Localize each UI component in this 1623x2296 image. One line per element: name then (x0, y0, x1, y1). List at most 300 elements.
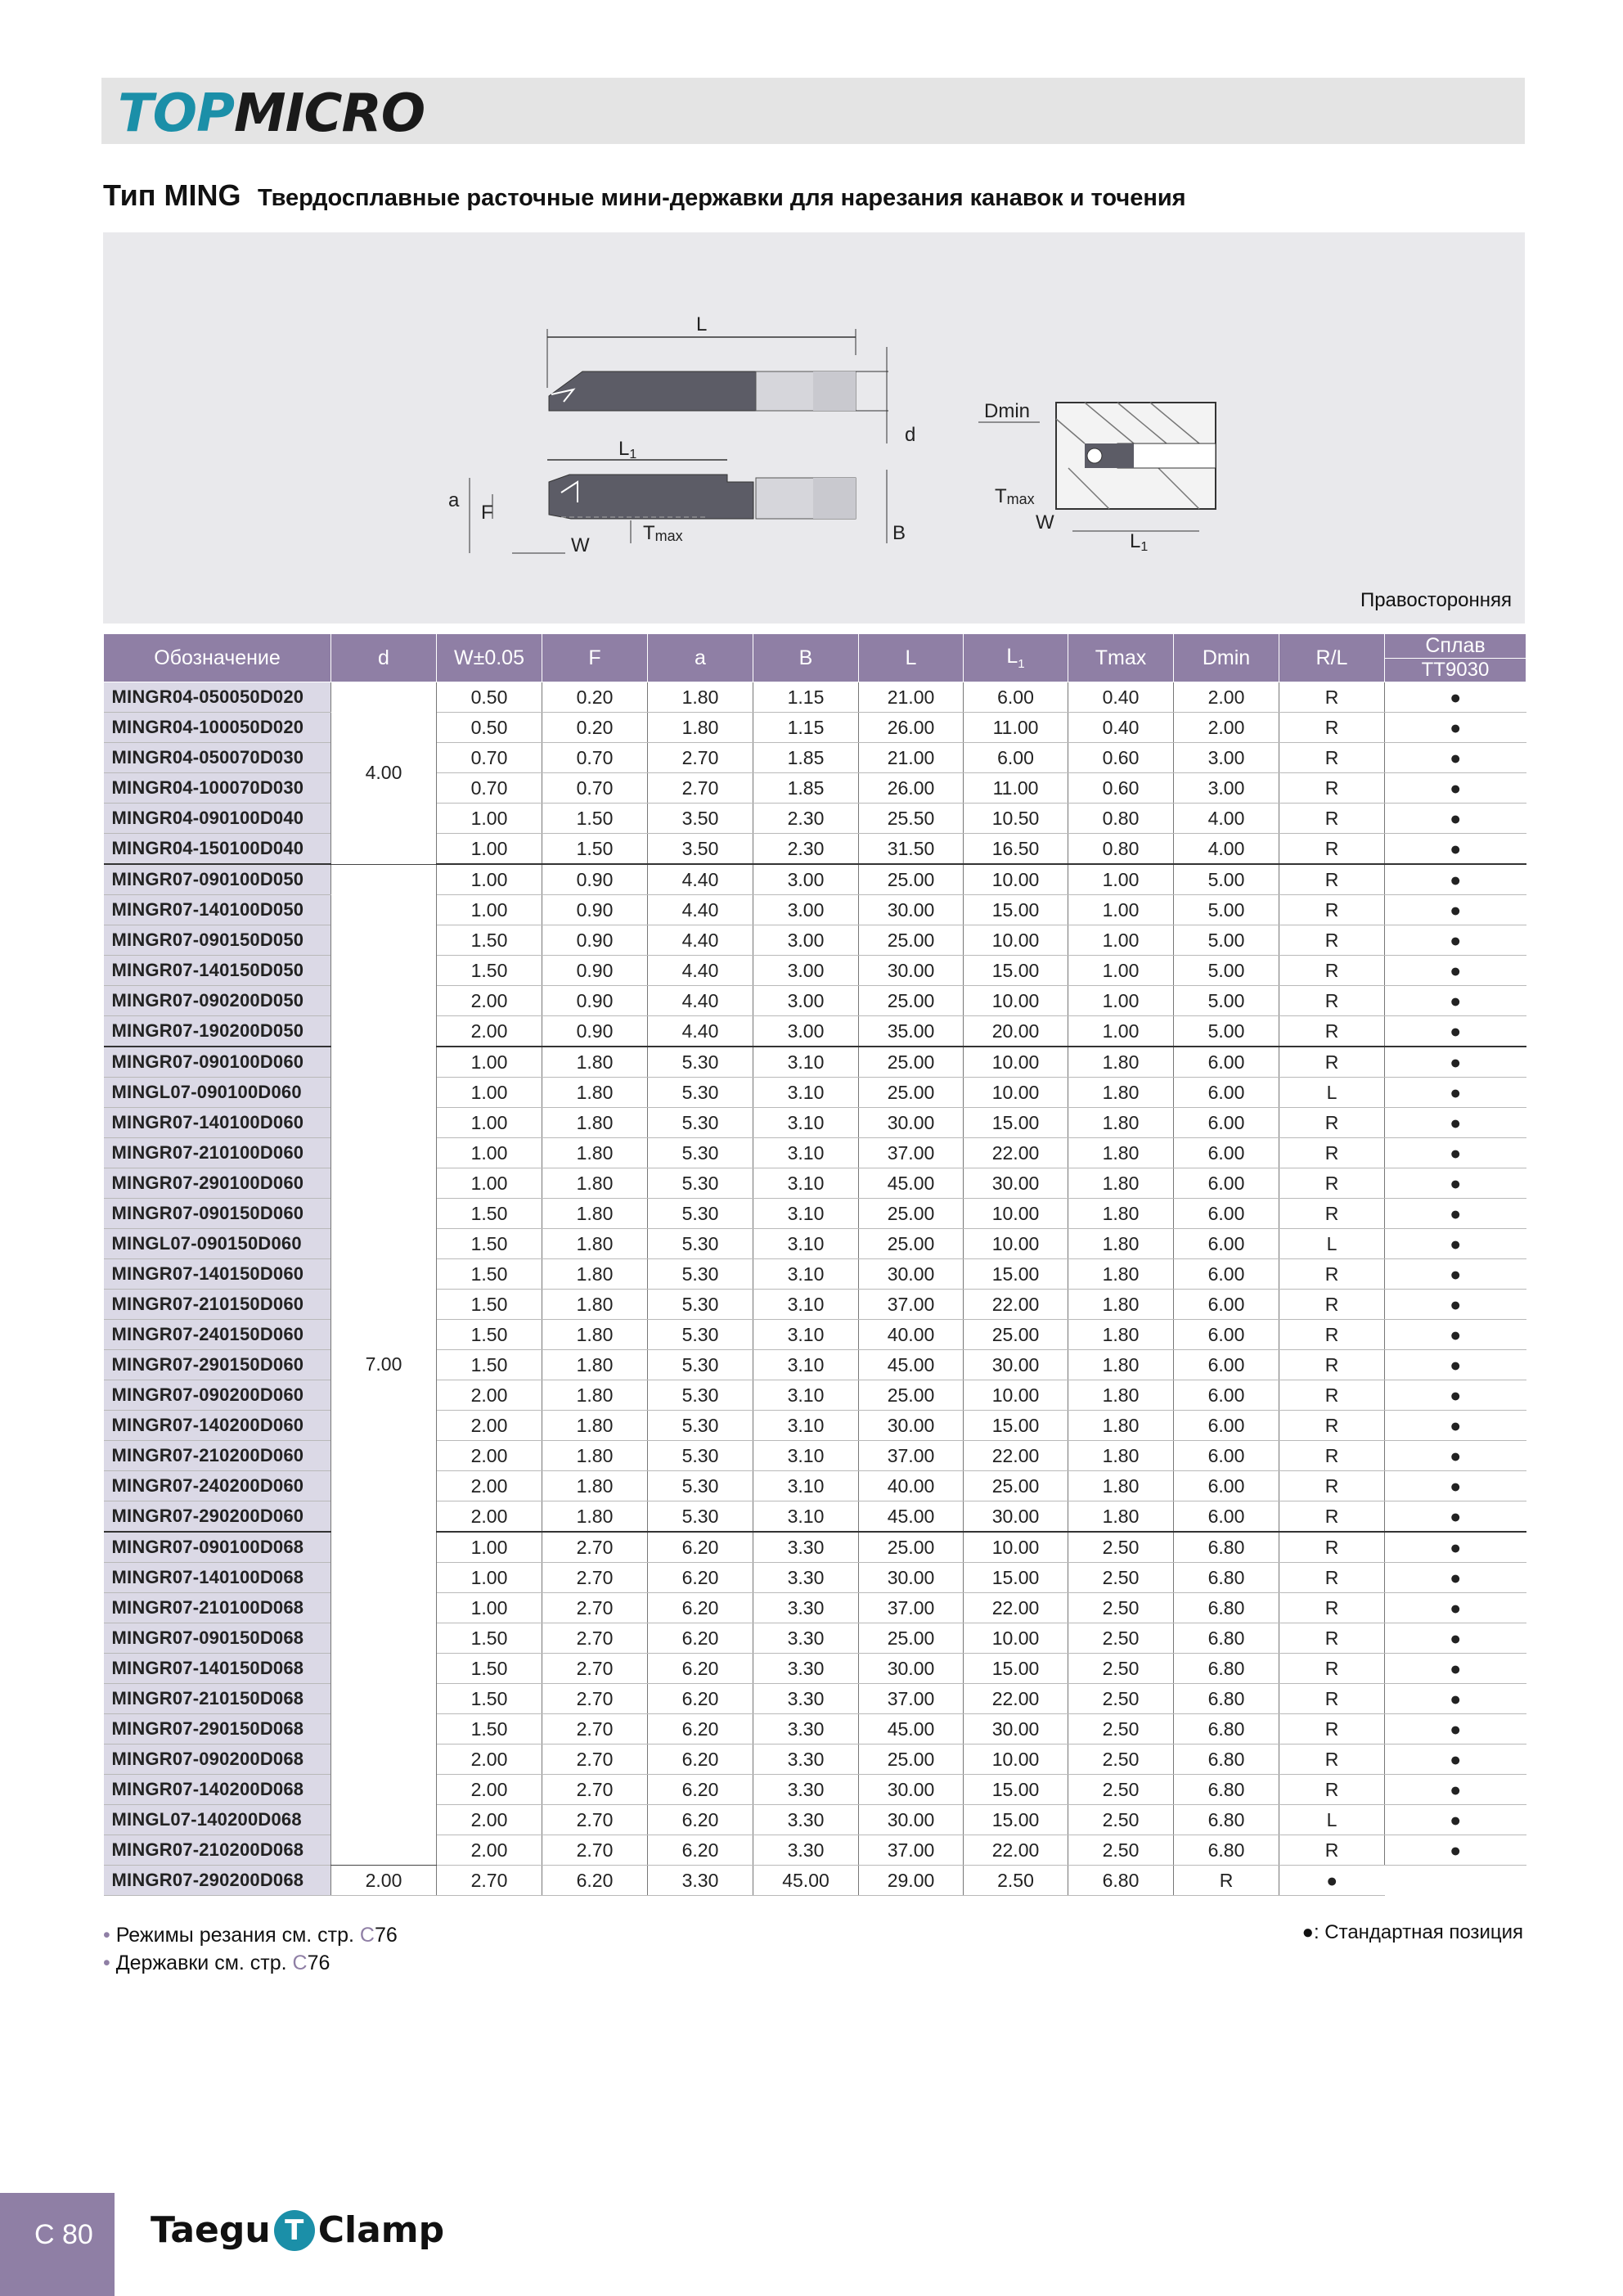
cell-value: R (1279, 834, 1385, 865)
cell-value: 6.00 (1174, 1471, 1279, 1501)
cell-value: ● (1385, 1714, 1526, 1745)
cell-value: 0.90 (542, 895, 648, 925)
cell-value: 21.00 (859, 682, 964, 713)
dim-Tmax-tool: Tmax (643, 522, 683, 544)
cell-value: 6.20 (648, 1684, 753, 1714)
cell-value: 6.80 (1174, 1745, 1279, 1775)
cell-value: 3.30 (753, 1835, 859, 1866)
cell-value: ● (1385, 713, 1526, 743)
cell-value: R (1279, 713, 1385, 743)
cell-value: 1.00 (1068, 956, 1174, 986)
cell-value: 5.30 (648, 1290, 753, 1320)
cell-value: 1.80 (542, 1290, 648, 1320)
cell-code: MINGL07-090150D060 (104, 1229, 331, 1259)
cell-value: 6.00 (1174, 1350, 1279, 1380)
cell-value: 4.00 (1174, 834, 1279, 865)
dim-Dmin: Dmin (984, 400, 1031, 422)
cell-value: 1.00 (1068, 895, 1174, 925)
table-row (104, 1593, 1526, 1623)
cell-value: 1.80 (1068, 1320, 1174, 1350)
footer-logo: Taegu T Clamp (151, 2209, 445, 2251)
col-b: B (753, 634, 859, 682)
cell-value: 25.50 (859, 804, 964, 834)
cell-value: 6.20 (648, 1563, 753, 1593)
cell-value: 6.80 (1174, 1684, 1279, 1714)
cell-value: 10.00 (964, 986, 1068, 1016)
cell-value: 1.50 (437, 1623, 542, 1654)
table-row (104, 1441, 1526, 1471)
cell-value: 10.00 (964, 925, 1068, 956)
cell-value: R (1279, 1138, 1385, 1168)
cell-value: 2.00 (1174, 713, 1279, 743)
cell-code: MINGR04-100050D020 (104, 713, 331, 743)
cell-value: 2.70 (648, 773, 753, 804)
cell-value: 3.50 (648, 834, 753, 865)
cell-value: 3.30 (753, 1775, 859, 1805)
table-row (104, 1654, 1526, 1684)
cell-value: 3.00 (753, 956, 859, 986)
cell-value: 25.00 (859, 1078, 964, 1108)
cell-value: 6.00 (1174, 1259, 1279, 1290)
cell-code: MINGR04-150100D040 (104, 834, 331, 865)
cell-value: 6.00 (1174, 1047, 1279, 1078)
cell-value: 20.00 (964, 1016, 1068, 1047)
cell-value: 2.00 (437, 1835, 542, 1866)
cell-value: 6.80 (1174, 1623, 1279, 1654)
cell-value: 6.20 (648, 1593, 753, 1623)
cell-value: 1.50 (437, 1320, 542, 1350)
cell-value: 5.30 (648, 1199, 753, 1229)
cell-value: 22.00 (964, 1684, 1068, 1714)
cell-value: 3.10 (753, 1471, 859, 1501)
cell-value: 1.85 (753, 743, 859, 773)
cell-value: 3.50 (648, 804, 753, 834)
cell-value: 3.10 (753, 1320, 859, 1350)
col-a: a (648, 634, 753, 682)
cell-value: 37.00 (859, 1441, 964, 1471)
cell-value: 1.80 (542, 1108, 648, 1138)
cell-value: L (1279, 1229, 1385, 1259)
cell-value: 10.00 (964, 1047, 1068, 1078)
cell-value: 2.00 (437, 1775, 542, 1805)
cell-value: 6.80 (1174, 1532, 1279, 1563)
cell-value: 1.80 (542, 1199, 648, 1229)
cell-value: R (1279, 1259, 1385, 1290)
cell-value: 1.50 (437, 1654, 542, 1684)
cell-value: 3.30 (753, 1684, 859, 1714)
cell-value: 22.00 (964, 1138, 1068, 1168)
cell-value: 0.20 (542, 682, 648, 713)
table-row (104, 956, 1526, 986)
cell-value: 1.80 (542, 1047, 648, 1078)
cell-value: 1.80 (1068, 1411, 1174, 1441)
cell-value: 2.50 (1068, 1532, 1174, 1563)
cell-value: 6.00 (964, 682, 1068, 713)
cell-value: 6.80 (1174, 1654, 1279, 1684)
col-alloy: Сплав (1385, 634, 1526, 659)
cell-code: MINGR07-140200D060 (104, 1411, 331, 1441)
tool-drawing (103, 232, 1525, 624)
dim-L1: L1 (618, 438, 637, 461)
cell-value: 2.70 (542, 1835, 648, 1866)
cell-value: 2.00 (437, 1441, 542, 1471)
cell-value: R (1279, 925, 1385, 956)
cell-value: 1.00 (1068, 925, 1174, 956)
cell-value: 37.00 (859, 1290, 964, 1320)
table-row (104, 1714, 1526, 1745)
cell-value: 25.00 (964, 1471, 1068, 1501)
cell-value: 1.00 (1068, 864, 1174, 895)
table-row (104, 1016, 1526, 1047)
cell-value: 45.00 (859, 1350, 964, 1380)
cell-value: 45.00 (859, 1168, 964, 1199)
cell-value: 29.00 (859, 1866, 964, 1896)
cell-code: MINGL07-090100D060 (104, 1078, 331, 1108)
cell-value: R (1279, 1380, 1385, 1411)
cell-value: 2.70 (542, 1563, 648, 1593)
cell-value: 6.80 (1174, 1714, 1279, 1745)
cell-value: R (1279, 773, 1385, 804)
cell-value: 1.80 (1068, 1168, 1174, 1199)
cell-value: ● (1385, 1290, 1526, 1320)
cell-code: MINGR07-140150D068 (104, 1654, 331, 1684)
cell-value: R (1279, 804, 1385, 834)
brand-logo: TOPMICRO (118, 83, 425, 144)
cell-value: 6.20 (648, 1532, 753, 1563)
cell-value: 37.00 (859, 1138, 964, 1168)
cell-value: 2.50 (1068, 1835, 1174, 1866)
cell-value: 1.50 (437, 925, 542, 956)
cell-value: 2.70 (542, 1654, 648, 1684)
note-cutting-modes: • Режимы резания см. стр. C76 (103, 1924, 398, 1947)
cell-value: ● (1385, 1108, 1526, 1138)
cell-code: MINGR04-100070D030 (104, 773, 331, 804)
cell-code: MINGR07-240200D060 (104, 1471, 331, 1501)
cell-value: 5.30 (648, 1411, 753, 1441)
cell-value: R (1279, 1501, 1385, 1533)
cell-value: 25.00 (859, 1532, 964, 1563)
cell-value: 25.00 (859, 1745, 964, 1775)
cell-value: 1.50 (437, 956, 542, 986)
cell-value: 30.00 (859, 1108, 964, 1138)
notes (103, 1921, 398, 1977)
cell-value: 2.00 (437, 1501, 542, 1533)
cell-value: 4.00 (1174, 804, 1279, 834)
cell-value: 1.80 (1068, 1229, 1174, 1259)
cell-value: 22.00 (964, 1835, 1068, 1866)
cell-value: 6.00 (1174, 1320, 1279, 1350)
cell-value: 1.50 (542, 834, 648, 865)
cell-value: 2.50 (1068, 1654, 1174, 1684)
cell-value: 15.00 (964, 1775, 1068, 1805)
cell-value: 2.70 (542, 1532, 648, 1563)
cell-code: MINGR07-090200D068 (104, 1745, 331, 1775)
cell-value: 0.70 (437, 743, 542, 773)
cell-value: R (1279, 682, 1385, 713)
table-row (104, 1866, 1526, 1896)
cell-value: R (1279, 1350, 1385, 1380)
cell-value: 3.30 (753, 1623, 859, 1654)
cell-value: 3.00 (753, 925, 859, 956)
cell-code: MINGR07-090100D050 (104, 864, 331, 895)
cell-code: MINGR07-140100D068 (104, 1563, 331, 1593)
cell-value: 3.10 (753, 1411, 859, 1441)
cell-value: 3.10 (753, 1229, 859, 1259)
cell-value: 1.80 (1068, 1047, 1174, 1078)
cell-value: 5.30 (648, 1471, 753, 1501)
title-type: Тип MING (103, 178, 241, 212)
cell-value: 1.80 (1068, 1199, 1174, 1229)
cell-value: 1.80 (542, 1471, 648, 1501)
table-row (104, 773, 1526, 804)
table-row (104, 1805, 1526, 1835)
cell-value: 1.80 (1068, 1078, 1174, 1108)
cell-value: 6.00 (964, 743, 1068, 773)
cell-value: 3.30 (753, 1532, 859, 1563)
title-description: Твердосплавные расточные мини-державки для нарезания канавок и точения (257, 185, 1186, 211)
cell-value: ● (1385, 956, 1526, 986)
cell-value: 40.00 (859, 1320, 964, 1350)
cell-value: 1.80 (542, 1168, 648, 1199)
cell-value: ● (1385, 743, 1526, 773)
col-l1: $L_1$ (964, 634, 1068, 682)
table-row (104, 986, 1526, 1016)
cell-value: R (1279, 1168, 1385, 1199)
cell-code: MINGR04-050070D030 (104, 743, 331, 773)
cell-value: 10.00 (964, 864, 1068, 895)
cell-value: 5.30 (648, 1047, 753, 1078)
cell-value: 2.00 (437, 1745, 542, 1775)
cell-value: ● (1385, 1016, 1526, 1047)
cell-value: R (1279, 743, 1385, 773)
cell-value: ● (1385, 1350, 1526, 1380)
cell-value: R (1279, 1835, 1385, 1866)
cell-value: 3.10 (753, 1441, 859, 1471)
cell-value: 15.00 (964, 1805, 1068, 1835)
cell-code: MINGR07-290150D060 (104, 1350, 331, 1380)
cell-value: 2.70 (542, 1684, 648, 1714)
cell-value: 2.00 (437, 1805, 542, 1835)
cell-value: 6.00 (1174, 1411, 1279, 1441)
table-row (104, 1350, 1526, 1380)
cell-value: 6.00 (1174, 1138, 1279, 1168)
cell-value: ● (1385, 773, 1526, 804)
cell-value: 2.70 (542, 1745, 648, 1775)
cell-value: 3.00 (1174, 743, 1279, 773)
cell-value: 6.20 (648, 1714, 753, 1745)
cell-code: MINGR04-050050D020 (104, 682, 331, 713)
cell-value: ● (1385, 1138, 1526, 1168)
cell-value: 6.80 (1068, 1866, 1174, 1896)
cell-value: 6.00 (1174, 1441, 1279, 1471)
cell-value: 2.50 (1068, 1775, 1174, 1805)
cell-value: 6.80 (1174, 1563, 1279, 1593)
note-holders: • Державки см. стр. C76 (103, 1952, 330, 1974)
cell-value: 3.30 (648, 1866, 753, 1896)
cell-value: 30.00 (859, 1775, 964, 1805)
cell-value: 1.80 (1068, 1501, 1174, 1533)
cell-value: R (1279, 1411, 1385, 1441)
table-row (104, 1623, 1526, 1654)
cell-value: R (1279, 1593, 1385, 1623)
cell-value: 2.70 (542, 1805, 648, 1835)
cell-value: ● (1385, 1441, 1526, 1471)
cell-value: 0.40 (1068, 713, 1174, 743)
table-row (104, 1138, 1526, 1168)
cell-value: ● (1385, 1229, 1526, 1259)
cell-value: ● (1385, 1411, 1526, 1441)
cell-value: 2.50 (1068, 1745, 1174, 1775)
spec-table-body (104, 682, 1526, 1896)
cell-value: 3.00 (753, 864, 859, 895)
cell-value: R (1279, 1320, 1385, 1350)
cell-value: 2.00 (437, 1411, 542, 1441)
cell-code: MINGR07-090100D068 (104, 1532, 331, 1563)
cell-value: 25.00 (859, 986, 964, 1016)
page-title (103, 178, 1186, 211)
cell-value: ● (1385, 986, 1526, 1016)
cell-value: 3.30 (753, 1805, 859, 1835)
cell-code: MINGR07-210200D068 (104, 1835, 331, 1866)
table-row (104, 1259, 1526, 1290)
cell-value: R (1279, 1108, 1385, 1138)
table-row (104, 1411, 1526, 1441)
cell-value: ● (1385, 1199, 1526, 1229)
cell-value: R (1279, 1047, 1385, 1078)
cell-value: 6.00 (1174, 1078, 1279, 1108)
table-row (104, 1199, 1526, 1229)
table-row (104, 1835, 1526, 1866)
cell-value: 37.00 (859, 1835, 964, 1866)
cell-value: 0.90 (542, 956, 648, 986)
cell-value: 1.00 (437, 895, 542, 925)
cell-value: 2.00 (437, 1380, 542, 1411)
page-number: C 80 (34, 2219, 93, 2250)
cell-code: MINGR07-090200D050 (104, 986, 331, 1016)
cell-value: ● (1385, 1380, 1526, 1411)
dim-Tmax-part: Tmax (995, 485, 1035, 507)
cell-value: 22.00 (964, 1593, 1068, 1623)
table-row (104, 1471, 1526, 1501)
cell-code: MINGR07-090100D060 (104, 1047, 331, 1078)
cell-value: 0.70 (437, 773, 542, 804)
cell-value: 1.00 (437, 1078, 542, 1108)
cell-value: 1.80 (648, 713, 753, 743)
cell-value: 5.00 (1174, 864, 1279, 895)
cell-value: 3.10 (753, 1168, 859, 1199)
cell-value: 2.00 (1174, 682, 1279, 713)
table-row (104, 1563, 1526, 1593)
cell-value: ● (1385, 1775, 1526, 1805)
cell-value: 0.90 (542, 925, 648, 956)
spec-table (103, 633, 1526, 1896)
cell-value: 5.30 (648, 1138, 753, 1168)
cell-value: 2.70 (542, 1714, 648, 1745)
cell-value: 10.00 (964, 1532, 1068, 1563)
table-row (104, 1108, 1526, 1138)
cell-value: ● (1385, 864, 1526, 895)
cell-value: 25.00 (859, 1380, 964, 1411)
cell-value: 1.15 (753, 682, 859, 713)
cell-value: 1.80 (1068, 1441, 1174, 1471)
cell-code: MINGR07-210100D060 (104, 1138, 331, 1168)
cell-code: MINGR07-210150D068 (104, 1684, 331, 1714)
cell-value: 1.00 (437, 1138, 542, 1168)
cell-d: 7.00 (331, 864, 437, 1866)
cell-value: 2.30 (753, 834, 859, 865)
cell-value: 4.40 (648, 925, 753, 956)
cell-value: 6.00 (1174, 1380, 1279, 1411)
dim-d: d (905, 424, 916, 446)
cell-value: 30.00 (859, 1805, 964, 1835)
cell-value: 1.50 (437, 1229, 542, 1259)
cell-value: 15.00 (964, 895, 1068, 925)
cell-value: 37.00 (859, 1684, 964, 1714)
cell-value: 25.00 (859, 925, 964, 956)
cell-value: 6.20 (648, 1654, 753, 1684)
cell-value: ● (1385, 1805, 1526, 1835)
cell-value: R (1279, 1290, 1385, 1320)
cell-value: ● (1385, 1623, 1526, 1654)
cell-value: 1.00 (437, 1532, 542, 1563)
cell-value: 1.80 (542, 1501, 648, 1533)
cell-code: MINGR07-210200D060 (104, 1441, 331, 1471)
cell-value: 6.80 (1174, 1805, 1279, 1835)
cell-value: 30.00 (964, 1168, 1068, 1199)
cell-value: 3.00 (753, 986, 859, 1016)
cell-value: 2.00 (437, 986, 542, 1016)
cell-value: 25.00 (859, 1229, 964, 1259)
cell-value: 5.00 (1174, 956, 1279, 986)
cell-value: 2.50 (1068, 1714, 1174, 1745)
cell-value: 6.80 (1174, 1835, 1279, 1866)
cell-value: 6.20 (648, 1775, 753, 1805)
cell-value: ● (1385, 1168, 1526, 1199)
cell-value: 3.10 (753, 1501, 859, 1533)
cell-value: 1.80 (542, 1350, 648, 1380)
cell-value: 1.80 (648, 682, 753, 713)
cell-value: 30.00 (859, 1411, 964, 1441)
cell-value: 45.00 (859, 1501, 964, 1533)
table-row (104, 1047, 1526, 1078)
cell-value: 6.80 (1174, 1775, 1279, 1805)
cell-value: 2.50 (1068, 1684, 1174, 1714)
cell-value: 1.00 (437, 864, 542, 895)
col-grade: TT9030 (1385, 659, 1526, 682)
cell-value: 1.00 (437, 1593, 542, 1623)
cell-value: 1.00 (437, 834, 542, 865)
cell-value: 3.10 (753, 1380, 859, 1411)
cell-value: 5.00 (1174, 925, 1279, 956)
cell-value: 6.20 (648, 1623, 753, 1654)
cell-value: 5.30 (648, 1078, 753, 1108)
cell-value: 15.00 (964, 1259, 1068, 1290)
cell-value: 3.10 (753, 1350, 859, 1380)
table-row (104, 804, 1526, 834)
cell-value: 31.50 (859, 834, 964, 865)
cell-value: 6.20 (542, 1866, 648, 1896)
cell-value: 0.60 (1068, 743, 1174, 773)
cell-value: 2.50 (1068, 1623, 1174, 1654)
cell-value: 5.30 (648, 1229, 753, 1259)
table-row (104, 1320, 1526, 1350)
cell-value: 2.70 (542, 1775, 648, 1805)
orientation-label: Правосторонняя (1360, 589, 1512, 611)
col-l: L (859, 634, 964, 682)
cell-value: 3.00 (753, 1016, 859, 1047)
cell-value: R (1279, 864, 1385, 895)
cell-value: 30.00 (964, 1350, 1068, 1380)
